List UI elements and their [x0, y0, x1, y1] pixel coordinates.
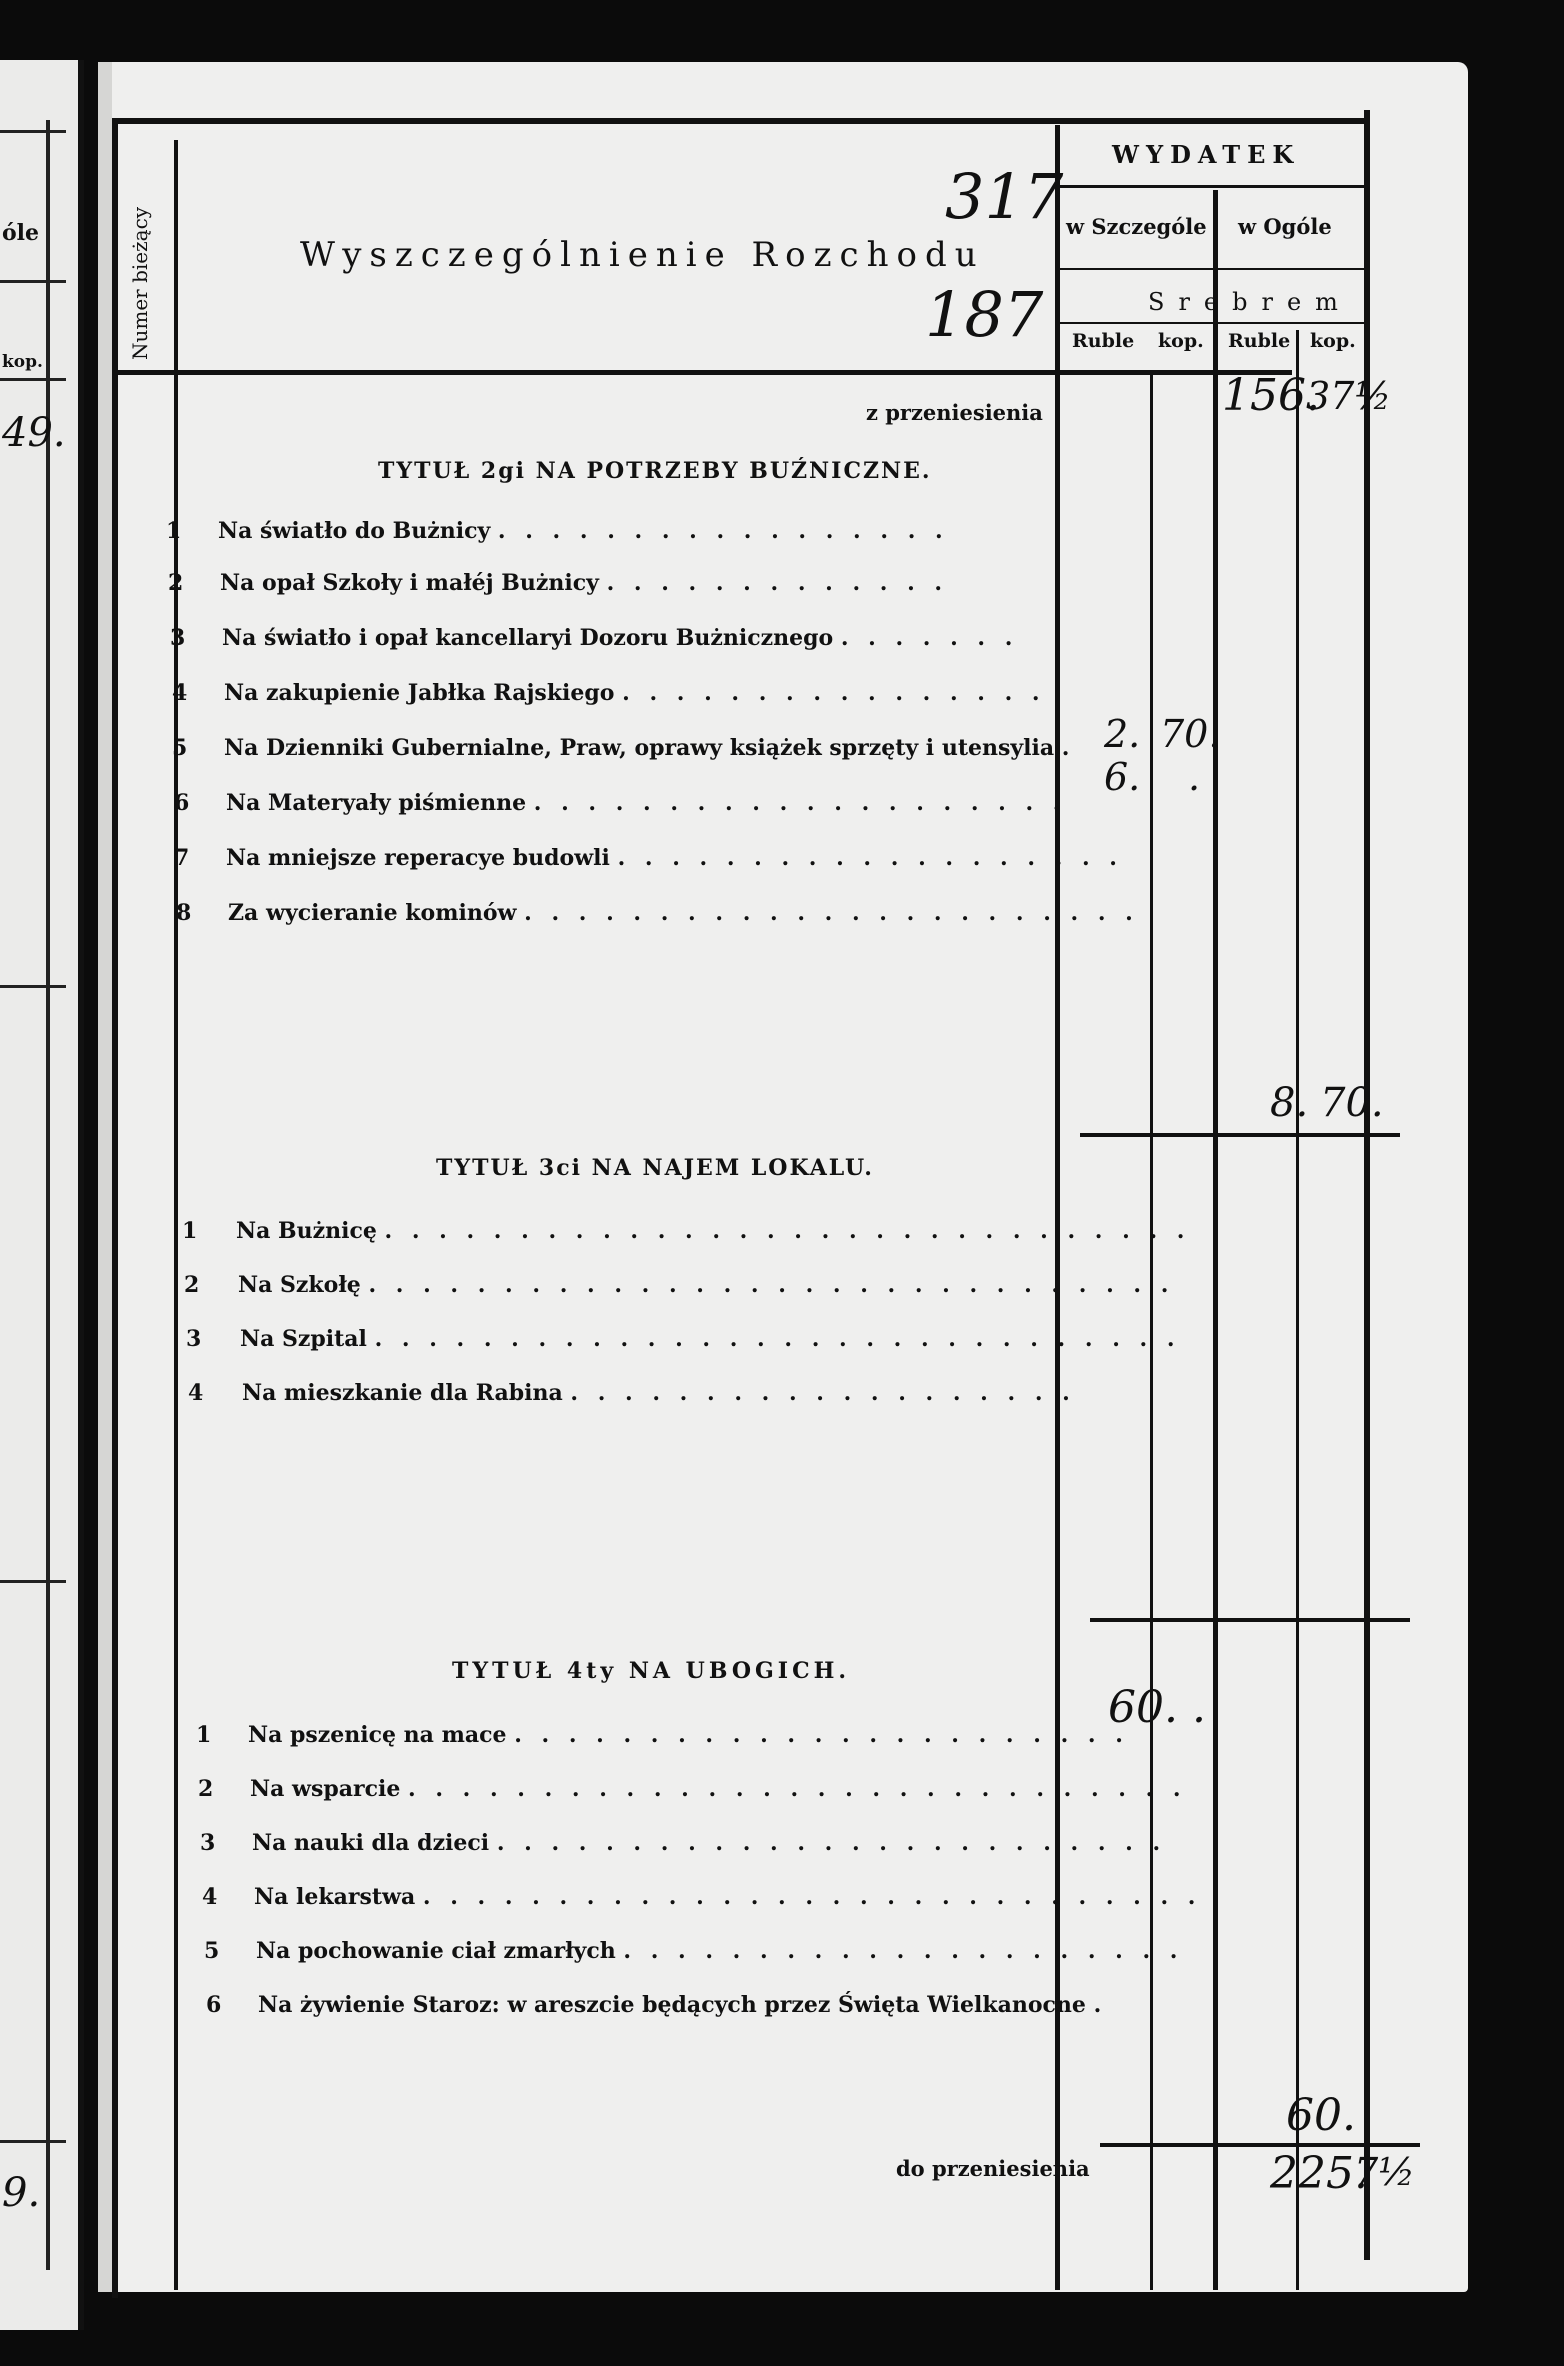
subheader-rule	[1055, 268, 1365, 270]
left-page-rule	[0, 2140, 66, 2143]
left-page-rule	[0, 1580, 66, 1583]
amount-kop: .	[1192, 1682, 1206, 1733]
item-text: Na lekarstwa . . . . . . . . . . . . . . . . . . . . . . . . . . . . .	[254, 1884, 1202, 1910]
section-rule	[1090, 1618, 1410, 1622]
section-rule	[1100, 2143, 1420, 2147]
carry-in-kop: 37½	[1306, 374, 1392, 418]
item-number: 2	[198, 1776, 214, 1802]
subheader-rule	[1055, 322, 1365, 324]
frame-right-rule	[1364, 110, 1370, 2260]
page-title: Wyszczególnienie Rozchodu	[300, 235, 985, 275]
amount-kop: .	[1188, 755, 1201, 799]
item-number: 1	[166, 518, 182, 544]
item-number: 5	[204, 1938, 220, 1964]
amount-ruble: 6.	[1104, 755, 1141, 799]
item-text: Na światło i opał kancellaryi Dozoru Bużnicznego . . . . . . .	[222, 625, 1019, 651]
wydatek-underline	[1055, 185, 1365, 188]
number-column-rule	[174, 140, 178, 2290]
column-number-label: Numer bieżący	[128, 206, 152, 360]
item-text: Na światło do Bużnicy . . . . . . . . . . . . . . . . .	[218, 518, 949, 544]
ruble-header: Ruble	[1072, 330, 1135, 352]
section-total-ruble: 60.	[1286, 2090, 1356, 2141]
handwritten-number: 317	[945, 160, 1064, 233]
item-number: 8	[176, 900, 192, 926]
section-title: TYTUŁ 2gi NA POTRZEBY BUŹNICZNE.	[378, 458, 932, 484]
left-page-rule	[0, 280, 66, 283]
left-page-col-label: óle	[2, 220, 40, 246]
item-number: 2	[168, 570, 184, 596]
section-rule	[1080, 1133, 1400, 1137]
item-number: 4	[202, 1884, 218, 1910]
item-number: 5	[172, 735, 188, 761]
item-number: 6	[174, 790, 190, 816]
carry-out-label: do przeniesienia	[896, 2156, 1090, 2181]
item-text: Na Szpital . . . . . . . . . . . . . . . . . . . . . . . . . . . . . .	[240, 1326, 1181, 1352]
item-text: Na Dzienniki Gubernialne, Praw, oprawy książek sprzęty i utensylia .	[224, 735, 1076, 761]
amount-ruble: 60.	[1108, 1682, 1178, 1733]
section-title: TYTUŁ 3ci NA NAJEM LOKALU.	[436, 1155, 874, 1181]
item-text: Na Materyały piśmienne . . . . . . . . . . . . . . . . . . . .	[226, 790, 1067, 816]
amount-column-rule	[1055, 125, 1060, 2290]
section-title: TYTUŁ 4ty NA UBOGICH.	[452, 1658, 851, 1684]
carry-in-ruble: 156.	[1222, 370, 1320, 421]
item-text: Za wycieranie kominów . . . . . . . . . . . . . . . . . . . . . . .	[228, 900, 1139, 926]
item-number: 7	[174, 845, 190, 871]
ogole-column-rule	[1213, 190, 1218, 2290]
left-page-hand-top: 49.	[2, 410, 66, 456]
item-number: 4	[188, 1380, 204, 1406]
ogole-header: w Ogóle	[1238, 214, 1332, 239]
amount-ruble: 2.	[1104, 712, 1141, 756]
carry-out-kop: 7½	[1354, 2150, 1416, 2194]
left-page-kop: kop.	[2, 352, 43, 372]
ruble-header: Ruble	[1228, 330, 1291, 352]
item-text: Na Szkołę . . . . . . . . . . . . . . . . . . . . . . . . . . . . . .	[238, 1272, 1175, 1298]
handwritten-number: 187	[925, 278, 1044, 351]
item-number: 3	[200, 1830, 216, 1856]
item-number: 1	[196, 1722, 212, 1748]
item-text: Na nauki dla dzieci . . . . . . . . . . . . . . . . . . . . . . . . .	[252, 1830, 1167, 1856]
item-text: Na mieszkanie dla Rabina . . . . . . . . . . . . . . . . . . .	[242, 1380, 1076, 1406]
item-text: Na żywienie Staroz: w areszcie będących przez Święta Wielkanocne .	[258, 1992, 1108, 2018]
item-text: Na pszenicę na mace . . . . . . . . . . . . . . . . . . . . . . .	[248, 1722, 1129, 1748]
item-number: 3	[186, 1326, 202, 1352]
item-text: Na pochowanie ciał zmarłych . . . . . . . . . . . . . . . . . . . . .	[256, 1938, 1184, 1964]
section-total-kop: 70.	[1320, 1080, 1384, 1126]
item-text: Na Bużnicę . . . . . . . . . . . . . . . . . . . . . . . . . . . . . .	[236, 1218, 1191, 1244]
srebrem-header: Srebrem	[1148, 288, 1352, 316]
item-number: 1	[182, 1218, 198, 1244]
item-number: 6	[206, 1992, 222, 2018]
item-number: 3	[170, 625, 186, 651]
item-text: Na wsparcie . . . . . . . . . . . . . . . . . . . . . . . . . . . . .	[250, 1776, 1187, 1802]
wydatek-header: WYDATEK	[1112, 140, 1301, 169]
amount-kop: 70.	[1160, 712, 1221, 756]
item-text: Na opał Szkoły i małéj Bużnicy . . . . . . . . . . . . .	[220, 570, 949, 596]
section-total-ruble: 8.	[1270, 1080, 1309, 1126]
carry-out-ruble: 225.	[1270, 2148, 1368, 2199]
left-page-fragment	[0, 60, 84, 2330]
kop2-column-rule	[1296, 330, 1299, 2290]
szczegole-header: w Szczególe	[1066, 214, 1207, 239]
left-page-rule	[0, 130, 66, 133]
left-page-rule	[0, 985, 66, 988]
frame-left-rule	[112, 118, 118, 2298]
page-spine	[98, 62, 112, 2292]
frame-top-rule	[112, 118, 1370, 124]
left-page-rule	[0, 378, 66, 381]
kop-header: kop.	[1310, 330, 1356, 352]
item-text: Na mniejsze reperacye budowli . . . . . . . . . . . . . . . . . . .	[226, 845, 1123, 871]
item-text: Na zakupienie Jabłka Rajskiego . . . . . . . . . . . . . . . .	[224, 680, 1046, 706]
left-page-hand-bottom: 9.	[2, 2170, 41, 2216]
kop-header: kop.	[1158, 330, 1204, 352]
item-number: 4	[172, 680, 188, 706]
item-number: 2	[184, 1272, 200, 1298]
carry-in-label: z przeniesienia	[866, 400, 1043, 425]
header-bottom-rule	[112, 370, 1292, 375]
